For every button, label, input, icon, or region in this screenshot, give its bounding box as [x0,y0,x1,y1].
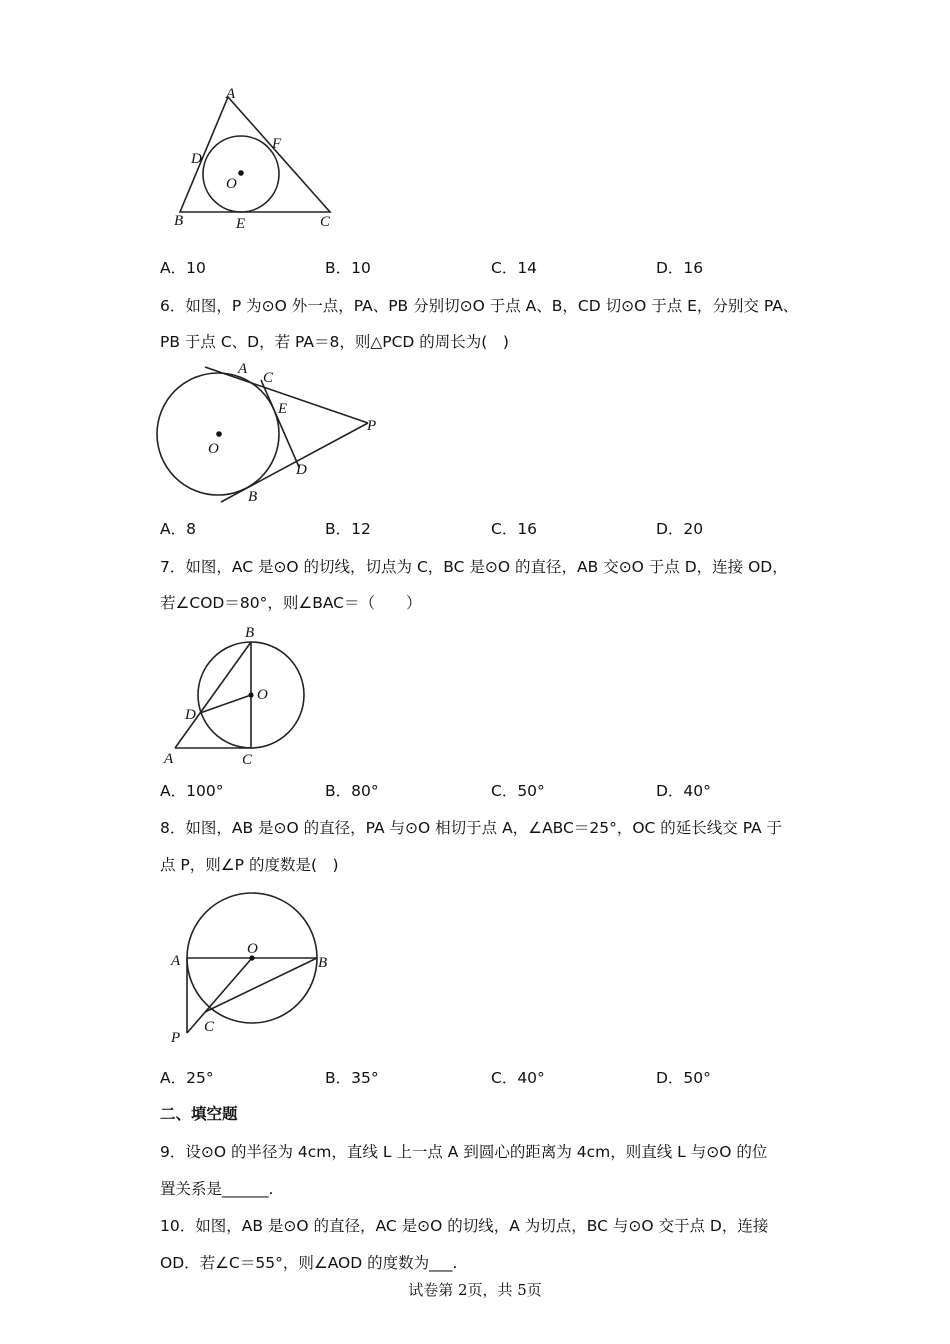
q8-text-line1: 8．如图，AB 是⊙O 的直径，PA 与⊙O 相切于点 A，∠ABC＝25°，OC 的延长线交 PA 于 [160,819,783,837]
q5-label-a: A [226,86,236,102]
q5-label-b: B [174,213,184,229]
q8-option-a: A．25° [160,1069,214,1087]
q6-text-line2: PB 于点 C、D，若 PA＝8，则△PCD 的周长为( ) [160,333,509,351]
q9-text-line2: 置关系是______. [160,1180,274,1198]
q7-label-o: O [257,687,268,703]
page-footer: 试卷第 2页，共 5页 [408,1281,542,1299]
q8-label-p: P [171,1030,181,1046]
q5-label-o: O [226,176,237,192]
q7-text-line1: 7．如图，AC 是⊙O 的切线，切点为 C，BC 是⊙O 的直径，AB 交⊙O 于点 D，连接 OD， [160,558,788,576]
q5-option-a: A．10 [160,259,206,277]
q5-label-d: D [191,151,202,167]
q6-figure [155,355,395,510]
q5-label-e: E [236,216,246,232]
q6-label-e: E [278,401,288,417]
q6-text-line1: 6．如图，P 为⊙O 外一点，PA、PB 分别切⊙O 于点 A、B，CD 切⊙O 于点 E，分别交 PA、 [160,297,799,315]
q7-option-d: D．40° [656,782,711,800]
q7-option-b: B．80° [325,782,379,800]
q8-option-d: D．50° [656,1069,711,1087]
section-title-fill-in: 二、填空题 [160,1105,238,1123]
q6-label-b: B [248,489,258,505]
q8-label-o: O [247,941,258,957]
q7-label-b: B [245,625,255,641]
q6-label-p: P [367,418,377,434]
q5-figure [160,85,350,235]
q8-label-c: C [204,1019,215,1035]
q8-option-c: C．40° [491,1069,545,1087]
q8-option-b: B．35° [325,1069,379,1087]
q10-text-line1: 10．如图，AB 是⊙O 的直径，AC 是⊙O 的切线，A 为切点，BC 与⊙O 交于点 D，连接 [160,1217,769,1235]
q7-option-c: C．50° [491,782,545,800]
q6-label-a: A [238,361,248,377]
q7-option-a: A．100° [160,782,224,800]
q5-option-b: B．10 [325,259,371,277]
q6-label-c: C [263,370,274,386]
q5-option-d: D．16 [656,259,704,277]
q7-label-d: D [185,707,196,723]
q6-option-b: B．12 [325,520,371,538]
q5-label-c: C [320,214,331,230]
q6-option-d: D．20 [656,520,704,538]
q7-label-c: C [242,752,253,768]
q8-figure [165,890,345,1050]
q8-text-line2: 点 P，则∠P 的度数是( ) [160,856,339,874]
q6-option-c: C．16 [491,520,538,538]
q8-label-b: B [318,955,328,971]
q7-figure [160,620,320,770]
q10-text-line2: OD．若∠C＝55°，则∠AOD 的度数为___. [160,1254,458,1272]
q7-label-a: A [164,751,174,767]
q6-option-a: A．8 [160,520,196,538]
q5-label-f: F [272,136,282,152]
q5-option-c: C．14 [491,259,538,277]
q9-text-line1: 9．设⊙O 的半径为 4cm，直线 L 上一点 A 到圆心的距离为 4cm，则直线 L 与⊙O 的位 [160,1143,768,1161]
q8-label-a: A [171,953,181,969]
q6-label-o: O [208,441,219,457]
q7-text-line2: 若∠COD＝80°，则∠BAC＝（ ） [160,594,422,612]
q6-label-d: D [296,462,307,478]
